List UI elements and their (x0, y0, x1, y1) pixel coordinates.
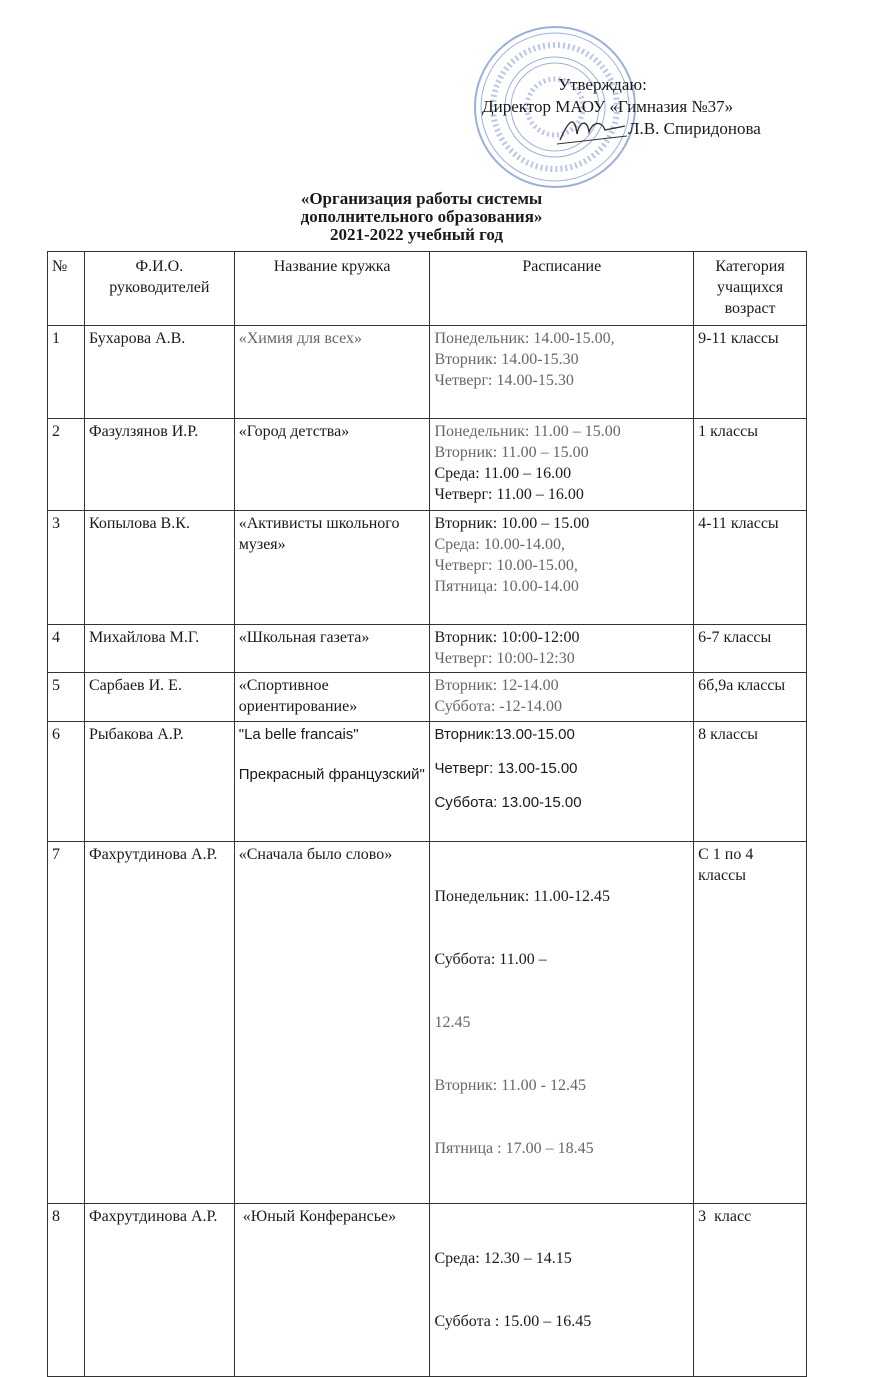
row-schedule (430, 673, 694, 722)
approval-label: Утверждаю: (558, 75, 647, 94)
row-num: 4 (48, 625, 85, 673)
schedule-line: Четверг: 10:00-12:30 (434, 650, 575, 667)
row-leader: Рыбакова А.Р. (84, 722, 234, 842)
row-club: «Сначала было слово» (234, 842, 430, 1204)
schedule-line: Понедельник: 11.00 – 15.00 (434, 423, 621, 440)
schedule-line: Вторник: 11.00 - 12.45 (434, 1077, 586, 1094)
row-grade: 6-7 классы (694, 625, 807, 673)
row-grade: 6б,9а классы (694, 673, 807, 722)
schedule-line: 12.45 (434, 1014, 471, 1031)
row-grade: 3 класс (694, 1204, 807, 1377)
row-club: «Спортивное ориентирование» (234, 673, 430, 722)
title-line-3: 2021-2022 учебный год (329, 225, 504, 244)
row-leader: Фахрутдинова А.Р. (84, 842, 234, 1204)
schedule-table (47, 251, 807, 1377)
row-grade: 9-11 классы (694, 326, 807, 419)
schedule-line: Суббота: -12-14.00 (434, 698, 562, 715)
row-num: 5 (48, 673, 85, 722)
row-leader: Сарбаев И. Е. (84, 673, 234, 722)
schedule-line: Понедельник: 14.00-15.00, (434, 330, 615, 347)
schedule-line: Четверг: 10.00-15.00, (434, 557, 578, 574)
club-title-russian: Прекрасный французский" (238, 766, 425, 783)
row-club (234, 511, 430, 625)
row-schedule (430, 419, 694, 511)
table-row (48, 419, 807, 511)
schedule-line: Четверг: 13.00-15.00 (434, 760, 578, 777)
schedule-line: Вторник:13.00-15.00 (434, 726, 575, 743)
row-num: 2 (48, 419, 85, 511)
schedule-line: Суббота : 15.00 – 16.45 (434, 1313, 592, 1330)
row-num: 7 (48, 842, 85, 1204)
row-schedule (430, 326, 694, 419)
row-num: 8 (48, 1204, 85, 1377)
row-club: «Школьная газета» (234, 625, 430, 673)
schedule-line: Четверг: 14.00-15.30 (434, 372, 574, 389)
row-leader: Копылова В.К. (84, 511, 234, 625)
header-name: Ф.И.О. руководителей (84, 252, 234, 326)
document-title (0, 190, 873, 244)
schedule-line: Пятница: 10.00-14.00 (434, 578, 579, 595)
table-row (48, 511, 807, 625)
row-num: 1 (48, 326, 85, 419)
row-leader: Бухарова А.В. (84, 326, 234, 419)
approval-block (478, 74, 838, 140)
header-club: Название кружка (234, 252, 430, 326)
header-grade: Категория учащихся возраст (694, 252, 807, 326)
table-header-row (48, 252, 807, 326)
schedule-line: Среда: 12.30 – 14.15 (434, 1250, 572, 1267)
schedule-line: Суббота: 13.00-15.00 (434, 794, 582, 811)
schedule-line: Вторник: 10:00-12:00 (434, 629, 580, 646)
header-num: № (48, 252, 85, 326)
row-leader: Фазулзянов И.Р. (84, 419, 234, 511)
schedule-line: Среда: 10.00-14.00, (434, 536, 566, 553)
row-schedule (430, 1204, 694, 1377)
table-row (48, 722, 807, 842)
schedule-line: Суббота: 11.00 – (434, 951, 547, 968)
row-schedule (430, 625, 694, 673)
table-row (48, 326, 807, 419)
table-row (48, 673, 807, 722)
header-schedule: Расписание (430, 252, 694, 326)
title-line-1: «Организация работы системы (300, 189, 543, 208)
row-schedule (430, 842, 694, 1204)
director-name: Л.В. Спиридонова (628, 119, 761, 138)
row-leader: Михайлова М.Г. (84, 625, 234, 673)
row-club (234, 722, 430, 842)
schedule-line: Четверг: 11.00 – 16.00 (434, 486, 584, 503)
director-title: Директор МАОУ «Гимназия №37» (482, 97, 734, 116)
schedule-line: Среда: 11.00 – 16.00 (434, 465, 572, 482)
table-row (48, 842, 807, 1204)
row-club: «Юный Конферансье» (234, 1204, 430, 1377)
schedule-line: Пятница : 17.00 – 18.45 (434, 1140, 594, 1157)
row-schedule (430, 511, 694, 625)
schedule-line: Вторник: 12-14.00 (434, 677, 559, 694)
row-grade: 8 классы (694, 722, 807, 842)
row-club: «Химия для всех» (234, 326, 430, 419)
table-row (48, 625, 807, 673)
club-title-latin: "La belle francais" (238, 726, 359, 743)
club-title: «Активисты школьного музея» (238, 515, 400, 553)
table-row (48, 1204, 807, 1377)
row-leader: Фахрутдинова А.Р. (84, 1204, 234, 1377)
row-grade: 1 классы (694, 419, 807, 511)
title-line-2: дополнительного образования» (300, 207, 543, 226)
row-grade: 4-11 классы (694, 511, 807, 625)
row-num: 6 (48, 722, 85, 842)
schedule-line: Вторник: 10.00 – 15.00 (434, 515, 590, 532)
row-schedule (430, 722, 694, 842)
schedule-line: Вторник: 11.00 – 15.00 (434, 444, 589, 461)
row-club: «Город детства» (234, 419, 430, 511)
row-num: 3 (48, 511, 85, 625)
schedule-line: Вторник: 14.00-15.30 (434, 351, 579, 368)
row-grade: С 1 по 4 классы (694, 842, 807, 1204)
schedule-line: Понедельник: 11.00-12.45 (434, 888, 611, 905)
